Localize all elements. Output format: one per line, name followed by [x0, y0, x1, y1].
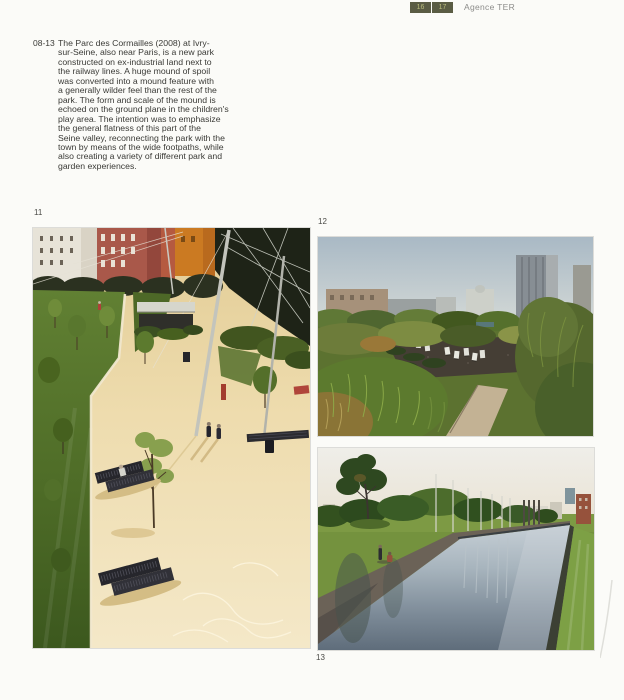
- page-curl-shadow: [600, 580, 614, 665]
- caption-line: garden experiences.: [58, 160, 137, 171]
- caption-line: sur-Seine, also near Paris, is a new park: [58, 47, 214, 58]
- figure-range-label: 08-13: [33, 38, 55, 48]
- caption-line: the railway lines. A huge mound of spoil: [58, 66, 211, 77]
- caption-line: The Parc des Cormailles (2008) at Ivry-: [58, 38, 210, 48]
- caption-line: echoed on the ground plane in the children's: [58, 104, 229, 115]
- figure-11-label: 11: [34, 208, 43, 217]
- caption-text: [58, 39, 229, 171]
- figure-12-label: 12: [318, 217, 327, 226]
- page-number-left: 16: [410, 2, 431, 13]
- caption-line: the general flatness of this part of the: [58, 123, 201, 134]
- caption-line: also creating a variety of different park and: [58, 151, 223, 162]
- caption-block: [33, 39, 229, 171]
- figure-12-photo: [318, 237, 593, 436]
- caption-line: was converted into a mound feature with: [58, 75, 214, 86]
- figure-11-photo: [33, 228, 310, 648]
- figure-13-label: 13: [316, 653, 325, 662]
- page-numbers: [410, 2, 453, 13]
- caption-line: Seine valley, reconnecting the park with the: [58, 132, 225, 143]
- caption-line: constructed on ex-industrial land next to: [58, 56, 212, 67]
- section-title: Agence TER: [464, 2, 516, 12]
- caption-line: play area. The intention was to emphasize: [58, 113, 221, 124]
- figure-13-photo: [318, 448, 594, 650]
- page-number-right: 17: [432, 2, 453, 13]
- caption-line: town by means of the wide footpaths, while: [58, 141, 224, 152]
- caption-line: a generally wilder feel than the rest of the: [58, 85, 217, 96]
- caption-line: park. The form and scale of the mound is: [58, 94, 216, 105]
